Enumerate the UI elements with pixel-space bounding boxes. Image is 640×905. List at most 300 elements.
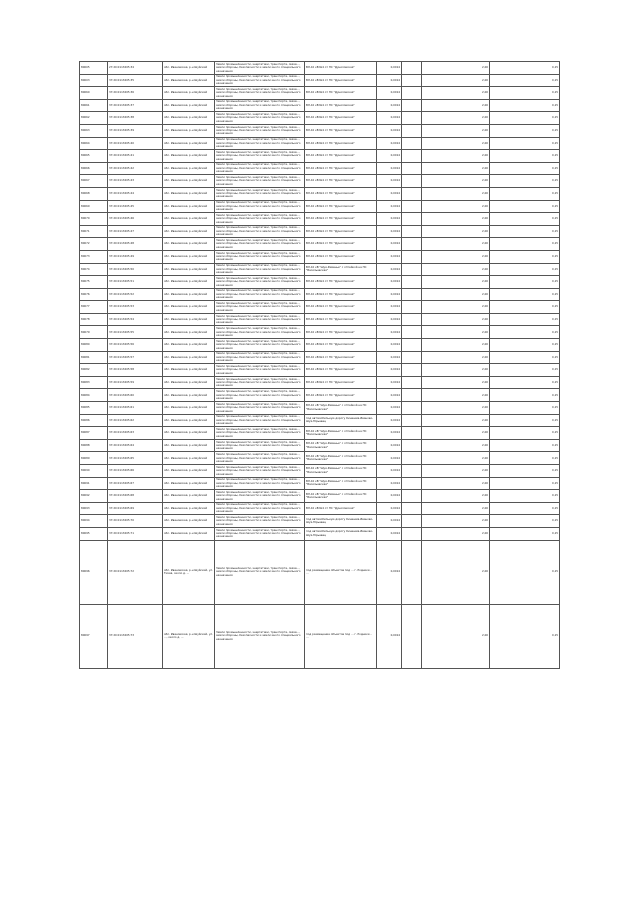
spacer-cell (402, 477, 422, 490)
area-value: 0,0014 (377, 200, 402, 213)
tax-rate: 2,00 (422, 339, 490, 352)
permitted-use: ВЛ-10 кВ №4 от ПС "Дуниловская" (305, 175, 377, 188)
land-category: Земли промышленности, энергетики, транспорта, связи..., земли обороны, безопасности и земли иного специального назначения (215, 313, 305, 326)
permitted-use: ВЛ-10 кВ №4 от ПС "Дуниловская" (305, 187, 377, 200)
table-row (80, 351, 560, 364)
tax-amount: 0,15 (490, 87, 560, 100)
tax-rate: 2,00 (422, 527, 490, 540)
row-number: 80067 (80, 175, 108, 188)
row-number: 80062 (80, 112, 108, 125)
permitted-use: ВЛ-10 кВ "Шуя-Раменье" с отпайкой на ПС "Васильевская" (305, 452, 377, 465)
land-category: Земли промышленности, энергетики, транспорта, связи..., земли обороны, безопасности и земли иного специального назначения (215, 301, 305, 314)
tax-amount: 0,15 (490, 402, 560, 415)
permitted-use: ВЛ-10 кВ №4 от ПС "Дуниловская" (305, 200, 377, 213)
cadastral-number: 37:20:0113205:55 (108, 326, 163, 339)
area-value: 0,0014 (377, 62, 402, 75)
tax-rate: 2,00 (422, 62, 490, 75)
spacer-cell (402, 288, 422, 301)
tax-amount: 0,15 (490, 389, 560, 402)
area-value: 0,0014 (377, 87, 402, 100)
tax-amount: 0,15 (490, 351, 560, 364)
row-number: 80093 (80, 502, 108, 515)
land-category: Земли промышленности, энергетики, транспорта, связи..., земли обороны, безопасности и земли иного специального назначения (215, 515, 305, 528)
permitted-use: ВЛ-10 кВ "Шуя-Раменье" с отпайкой на ПС "Васильевская" (305, 263, 377, 276)
row-number: 80069 (80, 200, 108, 213)
land-category: Земли промышленности, энергетики, транспорта, связи..., земли обороны, безопасности и земли иного специального назначения (215, 213, 305, 226)
area-value: 0,0014 (377, 477, 402, 490)
row-number: 80072 (80, 238, 108, 251)
tax-rate: 2,00 (422, 187, 490, 200)
table-row (80, 339, 560, 352)
location: обл. Ивановская, р-н Шуйский (163, 213, 215, 226)
cadastral-number: 37:20:0113205:65 (108, 452, 163, 465)
table-row (80, 414, 560, 427)
tax-rate: 2,00 (422, 200, 490, 213)
tax-amount: 0,15 (490, 427, 560, 440)
row-number: 80085 (80, 402, 108, 415)
tax-amount: 0,15 (490, 200, 560, 213)
land-category: Земли промышленности, энергетики, транспорта, связи..., земли обороны, безопасности и земли иного специального назначения (215, 490, 305, 503)
spacer-cell (402, 604, 422, 668)
spacer-cell (402, 200, 422, 213)
spacer-cell (402, 339, 422, 352)
land-category: Земли промышленности, энергетики, транспорта, связи..., земли обороны, безопасности и земли иного специального назначения (215, 502, 305, 515)
location: обл. Ивановская, р-н Шуйский (163, 175, 215, 188)
area-value: 0,0014 (377, 225, 402, 238)
spacer-cell (402, 502, 422, 515)
tax-rate: 2,00 (422, 389, 490, 402)
tax-amount: 0,15 (490, 515, 560, 528)
spacer-cell (402, 175, 422, 188)
spacer-cell (402, 99, 422, 112)
table-row (80, 490, 560, 503)
row-number: 80068 (80, 187, 108, 200)
location: обл. Ивановская, р-н Шуйский (163, 364, 215, 377)
cadastral-number: 37:20:0113205:57 (108, 351, 163, 364)
table-row (80, 301, 560, 314)
location: обл. Ивановская, р-н Шуйский (163, 137, 215, 150)
spacer-cell (402, 250, 422, 263)
spacer-cell (402, 389, 422, 402)
permitted-use: ВЛ-10 кВ №4 от ПС "Дуниловская" (305, 112, 377, 125)
tax-amount: 0,15 (490, 162, 560, 175)
tax-amount: 0,15 (490, 339, 560, 352)
cadastral-number: 37:20:0113205:37 (108, 99, 163, 112)
spacer-cell (402, 414, 422, 427)
tax-rate: 2,00 (422, 301, 490, 314)
area-value: 0,0014 (377, 515, 402, 528)
tax-rate: 2,00 (422, 238, 490, 251)
land-category: Земли промышленности, энергетики, транспорта, связи..., земли обороны, безопасности и земли иного специального назначения (215, 439, 305, 452)
cadastral-number: 37:20:0113205:64 (108, 439, 163, 452)
row-number: 80076 (80, 288, 108, 301)
land-register-table (79, 61, 560, 669)
permitted-use: ВЛ-10 кВ №4 от ПС "Дуниловская" (305, 62, 377, 75)
spacer-cell (402, 490, 422, 503)
row-number: 80092 (80, 490, 108, 503)
row-number: 80064 (80, 137, 108, 150)
tax-amount: 0,15 (490, 137, 560, 150)
cadastral-number: 37:20:0113205:66 (108, 465, 163, 478)
land-category: Земли промышленности, энергетики, транспорта, связи..., земли обороны, безопасности и земли иного специального назначения (215, 527, 305, 540)
table-row (80, 439, 560, 452)
area-value: 0,0014 (377, 187, 402, 200)
land-category: Земли промышленности, энергетики, транспорта, связи..., земли обороны, безопасности и земли иного специального назначения (215, 112, 305, 125)
location: обл. Ивановская, р-н Шуйский (163, 414, 215, 427)
cadastral-number: 37:20:0113205:63 (108, 427, 163, 440)
area-value: 0,0014 (377, 99, 402, 112)
area-value: 0,0014 (377, 263, 402, 276)
tax-rate: 2,00 (422, 263, 490, 276)
permitted-use: под автомобильную дорогу Кинешма-Иваново-Шуя-Юрьевец (305, 515, 377, 528)
cadastral-number: 37:20:0113205:38 (108, 112, 163, 125)
table-row (80, 250, 560, 263)
spacer-cell (402, 402, 422, 415)
row-number: 80084 (80, 389, 108, 402)
spacer-cell (402, 326, 422, 339)
row-number: 80071 (80, 225, 108, 238)
cadastral-number: 37:20:0113205:46 (108, 213, 163, 226)
land-category: Земли промышленности, энергетики, транспорта, связи..., земли обороны, безопасности и земли иного специального назначения (215, 288, 305, 301)
tax-rate: 2,00 (422, 452, 490, 465)
tax-rate: 2,00 (422, 604, 490, 668)
spacer-cell (402, 87, 422, 100)
table-row (80, 288, 560, 301)
tax-rate: 2,00 (422, 87, 490, 100)
table-row (80, 389, 560, 402)
spacer-cell (402, 515, 422, 528)
tax-rate: 2,00 (422, 162, 490, 175)
tax-rate: 2,00 (422, 137, 490, 150)
land-category: Земли промышленности, энергетики, транспорта, связи..., земли обороны, безопасности и земли иного специального назначения (215, 402, 305, 415)
tax-rate: 2,00 (422, 326, 490, 339)
land-category: Земли промышленности, энергетики, транспорта, связи..., земли обороны, безопасности и земли иного специального назначения (215, 427, 305, 440)
area-value: 0,0014 (377, 439, 402, 452)
land-category: Земли промышленности, энергетики, транспорта, связи..., земли обороны, безопасности и земли иного специального назначения (215, 263, 305, 276)
tax-amount: 0,15 (490, 527, 560, 540)
row-number: 80073 (80, 250, 108, 263)
permitted-use: под автомобильную дорогу Кинешма-Иваново-Шуя-Юрьевец (305, 527, 377, 540)
tax-rate: 2,00 (422, 74, 490, 87)
area-value: 0,0014 (377, 288, 402, 301)
location: обл. Ивановская, р-н Шуйский (163, 527, 215, 540)
table-row (80, 604, 560, 668)
cadastral-number: 37:20:0113205:51 (108, 276, 163, 289)
location: обл. Ивановская, р-н Шуйский (163, 225, 215, 238)
permitted-use: ВЛ-10 кВ "Шуя-Раменье" с отпайкой на ПС "Васильевская" (305, 439, 377, 452)
location: обл. Ивановская, р-н Шуйский (163, 150, 215, 163)
tax-amount: 0,15 (490, 250, 560, 263)
land-category: Земли промышленности, энергетики, транспорта, связи..., земли обороны, безопасности и земли иного специального назначения (215, 150, 305, 163)
row-number: 80075 (80, 276, 108, 289)
row-number: 80095 (80, 527, 108, 540)
tax-amount: 0,15 (490, 238, 560, 251)
area-value: 0,0014 (377, 465, 402, 478)
tax-rate: 2,00 (422, 250, 490, 263)
row-number: 80080 (80, 339, 108, 352)
area-value: 0,0014 (377, 427, 402, 440)
cadastral-number: 37:20:0113205:53 (108, 301, 163, 314)
table-row (80, 124, 560, 137)
tax-amount: 0,15 (490, 150, 560, 163)
table-row (80, 62, 560, 75)
location: обл. Ивановская, р-н Шуйский (163, 477, 215, 490)
location: обл. Ивановская, р-н Шуйский (163, 502, 215, 515)
permitted-use: ВЛ-10 кВ №4 от ПС "Дуниловская" (305, 351, 377, 364)
permitted-use: ВЛ-10 кВ "Шуя-Раменье" с отпайкой на ПС "Васильевская" (305, 490, 377, 503)
area-value: 0,0014 (377, 150, 402, 163)
area-value: 0,0014 (377, 540, 402, 604)
area-value: 0,0014 (377, 313, 402, 326)
table-row (80, 175, 560, 188)
location: обл. Ивановская, р-н Шуйский (163, 439, 215, 452)
tax-rate: 2,00 (422, 99, 490, 112)
spacer-cell (402, 276, 422, 289)
row-number: 80088 (80, 439, 108, 452)
row-number: 80003 (80, 74, 108, 87)
tax-amount: 0,15 (490, 376, 560, 389)
area-value: 0,0014 (377, 238, 402, 251)
land-category: Земли промышленности, энергетики, транспорта, связи..., земли обороны, безопасности и земли иного специального назначения (215, 200, 305, 213)
land-category: Земли промышленности, энергетики, транспорта, связи..., земли обороны, безопасности и земли иного специального назначения (215, 276, 305, 289)
tax-amount: 0,15 (490, 62, 560, 75)
cadastral-number: 37:20:0113205:49 (108, 250, 163, 263)
spacer-cell (402, 465, 422, 478)
area-value: 0,0014 (377, 213, 402, 226)
cadastral-number: 37:20:0113205:41 (108, 150, 163, 163)
table-row (80, 74, 560, 87)
land-category: Земли промышленности, энергетики, транспорта, связи..., земли обороны, безопасности и земли иного специального назначения (215, 465, 305, 478)
tax-amount: 0,15 (490, 414, 560, 427)
permitted-use: ВЛ-10 кВ №4 от ПС "Дуниловская" (305, 87, 377, 100)
location: обл. Ивановская, р-н Шуйский (163, 452, 215, 465)
tax-amount: 0,15 (490, 502, 560, 515)
land-category: Земли промышленности, энергетики, транспорта, связи..., земли обороны, безопасности и земли иного специального назначения (215, 604, 305, 668)
permitted-use: ВЛ-10 кВ №4 от ПС "Дуниловская" (305, 225, 377, 238)
area-value: 0,0014 (377, 137, 402, 150)
row-number: 80097 (80, 604, 108, 668)
table-row (80, 502, 560, 515)
land-category: Земли промышленности, энергетики, транспорта, связи..., земли обороны, безопасности и земли иного специального назначения (215, 477, 305, 490)
table-row (80, 137, 560, 150)
permitted-use: ВЛ-10 кВ "Шуя-Раменье" с отпайкой на ПС "Васильевская" (305, 427, 377, 440)
permitted-use: под размещение объектов под ... г. Родники – ... (305, 540, 377, 604)
tax-rate: 2,00 (422, 364, 490, 377)
cadastral-number: 37:20:0113205:59 (108, 376, 163, 389)
cadastral-number: 37:20:0113205:45 (108, 200, 163, 213)
location: обл. Ивановская, р-н Шуйский (163, 490, 215, 503)
land-category: Земли промышленности, энергетики, транспорта, связи..., земли обороны, безопасности и земли иного специального назначения (215, 452, 305, 465)
table-row (80, 238, 560, 251)
cadastral-number: 37:20:0113205:68 (108, 490, 163, 503)
spacer-cell (402, 301, 422, 314)
cadastral-number: 37:20:0113205:61 (108, 402, 163, 415)
cadastral-number: 37:20:0113205:39 (108, 124, 163, 137)
cadastral-number: 37:20:0113205:72 (108, 540, 163, 604)
area-value: 0,0014 (377, 364, 402, 377)
area-value: 0,0014 (377, 502, 402, 515)
tax-amount: 0,15 (490, 175, 560, 188)
tax-rate: 2,00 (422, 490, 490, 503)
table-row (80, 150, 560, 163)
land-category: Земли промышленности, энергетики, транспорта, связи..., земли обороны, безопасности и земли иного специального назначения (215, 339, 305, 352)
table-row (80, 427, 560, 440)
tax-amount: 0,15 (490, 263, 560, 276)
tax-amount: 0,15 (490, 465, 560, 478)
spacer-cell (402, 187, 422, 200)
tax-rate: 2,00 (422, 213, 490, 226)
permitted-use: ВЛ-10 кВ №4 от ПС "Дуниловская" (305, 276, 377, 289)
land-category: Земли промышленности, энергетики, транспорта, связи..., земли обороны, безопасности и земли иного специального назначения (215, 376, 305, 389)
location: обл. Ивановская, р-н Шуйский (163, 250, 215, 263)
tax-rate: 2,00 (422, 150, 490, 163)
permitted-use: ВЛ-10 кВ №4 от ПС "Дуниловская" (305, 137, 377, 150)
tax-rate: 2,00 (422, 175, 490, 188)
row-number: 80070 (80, 213, 108, 226)
land-category: Земли промышленности, энергетики, транспорта, связи..., земли обороны, безопасности и земли иного специального назначения (215, 187, 305, 200)
area-value: 0,0014 (377, 124, 402, 137)
table-row (80, 99, 560, 112)
spacer-cell (402, 540, 422, 604)
row-number: 80082 (80, 364, 108, 377)
table-row (80, 477, 560, 490)
land-category: Земли промышленности, энергетики, транспорта, связи..., земли обороны, безопасности и земли иного специального назначения (215, 162, 305, 175)
permitted-use: ВЛ-10 кВ №4 от ПС "Дуниловская" (305, 238, 377, 251)
spacer-cell (402, 313, 422, 326)
land-category: Земли промышленности, энергетики, транспорта, связи..., земли обороны, безопасности и земли иного специального назначения (215, 326, 305, 339)
row-number: 80078 (80, 313, 108, 326)
tax-rate: 2,00 (422, 439, 490, 452)
row-number: 80063 (80, 124, 108, 137)
row-number: 80066 (80, 162, 108, 175)
location: обл. Ивановская, р-н Шуйский (163, 515, 215, 528)
tax-amount: 0,15 (490, 74, 560, 87)
land-category: Земли промышленности, энергетики, транспорта, связи..., земли обороны, безопасности и земли иного специального назначения (215, 364, 305, 377)
table-row (80, 276, 560, 289)
tax-amount: 0,15 (490, 364, 560, 377)
land-category: Земли промышленности, энергетики, транспорта, связи..., земли обороны, безопасности и земли иного специального назначения (215, 225, 305, 238)
area-value: 0,0014 (377, 452, 402, 465)
cadastral-number: 37:20:0113205:43 (108, 175, 163, 188)
permitted-use: ВЛ-10 кВ №4 от ПС "Дуниловская" (305, 288, 377, 301)
location: обл. Ивановская, р-н Шуйский (163, 313, 215, 326)
tax-rate: 2,00 (422, 427, 490, 440)
row-number: 80086 (80, 414, 108, 427)
location: обл. Ивановская, р-н Шуйский (163, 465, 215, 478)
cadastral-number: 37:20:0113205:70 (108, 515, 163, 528)
location: обл. Ивановская, р-н Шуйский (163, 74, 215, 87)
tax-amount: 0,15 (490, 490, 560, 503)
permitted-use: ВЛ-10 кВ №4 от ПС "Дуниловская" (305, 150, 377, 163)
row-number: 80083 (80, 376, 108, 389)
tax-amount: 0,15 (490, 452, 560, 465)
spacer-cell (402, 213, 422, 226)
permitted-use: ВЛ-10 кВ №4 от ПС "Дуниловская" (305, 339, 377, 352)
spacer-cell (402, 439, 422, 452)
location: обл. Ивановская, р-н Шуйский (163, 124, 215, 137)
area-value: 0,0014 (377, 162, 402, 175)
table-row (80, 376, 560, 389)
cadastral-number: 37:20:0113205:40 (108, 137, 163, 150)
permitted-use: ВЛ-10 кВ №4 от ПС "Дуниловская" (305, 376, 377, 389)
tax-amount: 0,15 (490, 112, 560, 125)
row-number: 80091 (80, 477, 108, 490)
row-number: 80065 (80, 150, 108, 163)
spacer-cell (402, 74, 422, 87)
location: обл. Ивановская, р-н Шуйский (163, 326, 215, 339)
tax-amount: 0,15 (490, 288, 560, 301)
tax-amount: 0,15 (490, 313, 560, 326)
tax-amount: 0,15 (490, 301, 560, 314)
area-value: 0,0014 (377, 490, 402, 503)
table-row (80, 527, 560, 540)
area-value: 0,0014 (377, 376, 402, 389)
tax-rate: 2,00 (422, 414, 490, 427)
table-row (80, 213, 560, 226)
location: обл. Ивановская, р-н Шуйский (163, 99, 215, 112)
land-category: Земли промышленности, энергетики, транспорта, связи..., земли обороны, безопасности и земли иного специального назначения (215, 414, 305, 427)
location: обл. Ивановская, р-н Шуйский (163, 112, 215, 125)
permitted-use: ВЛ-10 кВ №4 от ПС "Дуниловская" (305, 389, 377, 402)
tax-rate: 2,00 (422, 502, 490, 515)
cadastral-number: 37:20:0113205:47 (108, 225, 163, 238)
spacer-cell (402, 376, 422, 389)
land-category: Земли промышленности, энергетики, транспорта, связи..., земли обороны, безопасности и земли иного специального назначения (215, 124, 305, 137)
tax-amount: 0,15 (490, 477, 560, 490)
location: обл. Ивановская, р-н Шуйский (163, 402, 215, 415)
area-value: 0,0014 (377, 74, 402, 87)
row-number: 80077 (80, 301, 108, 314)
tax-rate: 2,00 (422, 477, 490, 490)
location: обл. Ивановская, р-н Шуйский, ул. ..., около д. ... (163, 604, 215, 668)
land-category: Земли промышленности, энергетики, транспорта, связи..., земли обороны, безопасности и земли иного специального назначения (215, 540, 305, 604)
location: обл. Ивановская, р-н Шуйский (163, 187, 215, 200)
cadastral-number: 37:20:0113205:52 (108, 288, 163, 301)
spacer-cell (402, 452, 422, 465)
row-number: 80096 (80, 540, 108, 604)
location: обл. Ивановская, р-н Шуйский, ул. Тихая, около д. ... (163, 540, 215, 604)
location: обл. Ивановская, р-н Шуйский (163, 162, 215, 175)
tax-rate: 2,00 (422, 313, 490, 326)
permitted-use: под размещение объектов под ... г. Родники – ... (305, 604, 377, 668)
permitted-use: ВЛ-10 кВ №4 от ПС "Дуниловская" (305, 313, 377, 326)
spacer-cell (402, 427, 422, 440)
area-value: 0,0014 (377, 326, 402, 339)
row-number: 80081 (80, 351, 108, 364)
table-row (80, 540, 560, 604)
row-number: 80061 (80, 99, 108, 112)
permitted-use: ВЛ-10 кВ №4 от ПС "Дуниловская" (305, 250, 377, 263)
cadastral-number: 37:20:0113205:36 (108, 87, 163, 100)
location: обл. Ивановская, р-н Шуйский (163, 200, 215, 213)
permitted-use: ВЛ-10 кВ №4 от ПС "Дуниловская" (305, 74, 377, 87)
spacer-cell (402, 225, 422, 238)
tax-rate: 2,00 (422, 540, 490, 604)
location: обл. Ивановская, р-н Шуйский (163, 263, 215, 276)
tax-amount: 0,15 (490, 439, 560, 452)
row-number: 80090 (80, 465, 108, 478)
location: обл. Ивановская, р-н Шуйский (163, 339, 215, 352)
area-value: 0,0014 (377, 351, 402, 364)
spacer-cell (402, 124, 422, 137)
tax-rate: 2,00 (422, 515, 490, 528)
table-row (80, 452, 560, 465)
table-row (80, 200, 560, 213)
tax-rate: 2,00 (422, 288, 490, 301)
permitted-use: ВЛ-10 кВ №4 от ПС "Дуниловская" (305, 502, 377, 515)
permitted-use: ВЛ-10 кВ №4 от ПС "Дуниловская" (305, 99, 377, 112)
cadastral-number: 37:20:0113205:67 (108, 477, 163, 490)
